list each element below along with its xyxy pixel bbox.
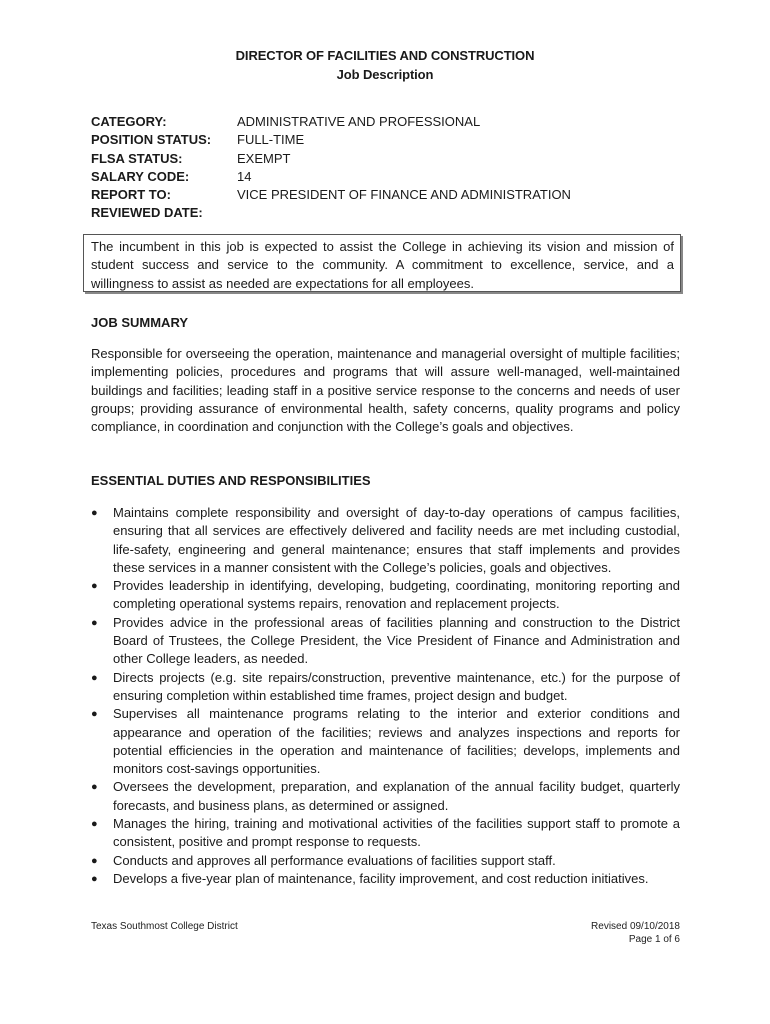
- footer-revision-info: [591, 920, 680, 946]
- meta-label: CATEGORY:: [91, 114, 167, 129]
- bullet-icon: ●: [91, 708, 98, 721]
- list-item: [91, 852, 680, 870]
- job-summary-text: Responsible for overseeing the operation, maintenance and managerial oversight of multiple facilities; implementing policies, procedures and programs that will assure well-managed, well-maintained buildings and facilities; leading staff in a positive service response to the concerns and needs of user groups; providing assurance of environmental health, safety concerns, quality programs and policy compliance, in coordination and conjunction with the College’s goals and objectives.: [91, 346, 680, 435]
- list-item: [91, 815, 680, 852]
- meta-value: FULL-TIME: [237, 132, 305, 148]
- job-summary-heading: JOB SUMMARY: [91, 315, 189, 330]
- duties-heading: ESSENTIAL DUTIES AND RESPONSIBILITIES: [91, 473, 371, 488]
- list-item: [91, 614, 680, 669]
- list-item: [91, 577, 680, 614]
- meta-row-reviewed-date: [91, 204, 571, 222]
- duty-text: Maintains complete responsibility and oversight of day-to-day operations of campus facilities, ensuring that all services are effectively delivered and facility needs are met including custodial, life-safety, engineering and general maintenance; ensures that staff implements and provides these services in a manner consistent with the College’s policies, goals and objectives.: [113, 505, 680, 575]
- bullet-icon: ●: [91, 854, 98, 867]
- list-item: [91, 778, 680, 815]
- meta-value: EXEMPT: [237, 150, 291, 166]
- duty-text: Conducts and approves all performance evaluations of facilities support staff.: [113, 852, 556, 868]
- duty-text: Supervises all maintenance programs relating to the interior and exterior conditions and appearance and operation of the facilities; reviews and analyzes inspections and reports for potential efficiencies in the operation and maintenance of facilities; develops, implements and monitors cost-savings opportunities.: [113, 706, 680, 777]
- duty-text: Manages the hiring, training and motivational activities of the facilities support staff to promote a consistent, positive and prompt response to requests.: [113, 816, 680, 850]
- bullet-icon: ●: [91, 872, 98, 885]
- meta-row-report-to: [91, 186, 571, 204]
- list-item: [91, 705, 680, 778]
- meta-label: FLSA STATUS:: [91, 150, 183, 166]
- duty-text: Oversees the development, preparation, and explanation of the annual facility budget, quarterly forecasts, and business plans, as determined or assigned.: [113, 779, 680, 813]
- meta-label: POSITION STATUS:: [91, 132, 212, 148]
- duty-text: Provides advice in the professional areas of facilities planning and construction to the District Board of Trustees, the College President, the Vice President of Finance and Administration and other College leaders, as needed.: [113, 614, 680, 667]
- meta-row-position-status: [91, 131, 571, 149]
- footer-revised-date: Revised 09/10/2018: [591, 921, 680, 932]
- footer-organization: Texas Southmost College District: [91, 921, 238, 932]
- bullet-icon: ●: [91, 818, 98, 831]
- document-title: DIRECTOR OF FACILITIES AND CONSTRUCTION: [235, 48, 535, 63]
- bullet-icon: ●: [91, 616, 98, 629]
- footer-page-number: Page 1 of 6: [628, 934, 680, 945]
- meta-value: ADMINISTRATIVE AND PROFESSIONAL: [237, 114, 481, 129]
- meta-label: SALARY CODE:: [91, 168, 190, 184]
- meta-value: 14: [237, 168, 252, 184]
- meta-value: VICE PRESIDENT OF FINANCE AND ADMINISTRATION: [237, 187, 571, 203]
- meta-row-salary-code: [91, 168, 571, 186]
- job-metadata: [91, 113, 571, 223]
- bullet-icon: ●: [91, 580, 98, 593]
- bullet-icon: ●: [91, 507, 98, 519]
- duty-text: Develops a five-year plan of maintenance, facility improvement, and cost reduction initiatives.: [113, 870, 649, 886]
- list-item: [91, 870, 680, 888]
- meta-row-flsa-status: [91, 150, 571, 168]
- duties-list: [91, 504, 680, 888]
- bullet-icon: ●: [91, 671, 98, 684]
- meta-row-category: [91, 113, 571, 131]
- meta-label: REPORT TO:: [91, 187, 171, 203]
- bullet-icon: ●: [91, 781, 98, 794]
- meta-label: REVIEWED DATE:: [91, 205, 203, 221]
- list-item: [91, 504, 680, 577]
- duty-text: Provides leadership in identifying, developing, budgeting, coordinating, monitoring reporting and completing operational systems repairs, renovation and replacement projects.: [113, 578, 680, 612]
- document-subtitle: Job Description: [336, 67, 434, 82]
- list-item: [91, 669, 680, 706]
- duty-text: Directs projects (e.g. site repairs/construction, preventive maintenance, etc.) for the purpose of ensuring completion within established time frames, project design and budget.: [113, 669, 680, 703]
- intro-statement-box: The incumbent in this job is expected to assist the College in achieving its vision and mission of student success and service to the community. A commitment to excellence, service, and a willingness to assist as needed are expectations for all employees.: [83, 234, 681, 292]
